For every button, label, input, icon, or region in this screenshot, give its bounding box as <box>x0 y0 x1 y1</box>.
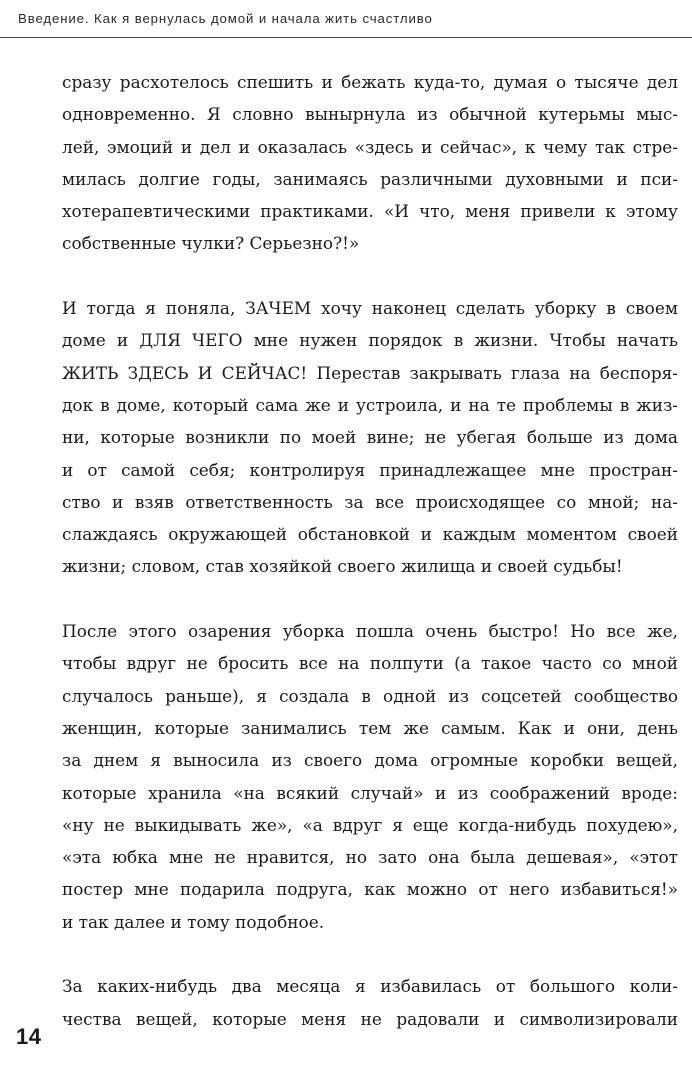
text-line: женщин, которые занимались тем же самым. Как и они, день <box>62 717 678 738</box>
page-number: 14 <box>16 1024 42 1049</box>
text-line: случалось раньше), я создала в одной из соцсетей сообщество <box>62 685 678 706</box>
text-line: За каких-нибудь два месяца я избавилась от большого коли- <box>62 976 678 997</box>
text-line: лей, эмоций и дел и оказалась «здесь и сейчас», к чему так стре- <box>62 136 678 157</box>
text-line: доме и ДЛЯ ЧЕГО мне нужен порядок в жизни. Чтобы начать <box>62 330 678 351</box>
text-line: слаждаясь окружающей обстановкой и каждым моментом своей <box>62 524 678 545</box>
text-line: одновременно. Я словно вынырнула из обычной кутерьмы мыс- <box>62 104 678 125</box>
paragraph-1 <box>62 66 678 260</box>
text-line: После этого озарения уборка пошла очень быстро! Но все же, <box>62 621 678 642</box>
paragraph-3 <box>62 615 678 938</box>
text-line: сразу расхотелось спешить и бежать куда-то, думая о тысяче дел <box>62 72 678 92</box>
text-line: хотерапевтическими практиками. «И что, меня привели к этому <box>62 201 678 222</box>
text-line: и так далее и тому подобное. <box>62 911 325 932</box>
text-line: милась долгие годы, занимаясь различными духовными и пси- <box>62 168 678 189</box>
paragraph-2 <box>62 292 678 583</box>
text-line: «ну не выкидывать же», «а вдруг я еще когда-нибудь похудею», <box>62 814 678 835</box>
text-line: чества вещей, которые меня не радовали и символизировали <box>62 1008 678 1029</box>
text-line: док в доме, который сама же и устроила, и на те проблемы в жиз- <box>62 394 678 415</box>
text-line: чтобы вдруг не бросить все на полпути (а такое часто со мной <box>62 653 678 674</box>
body-text <box>62 66 678 1067</box>
running-head: Введение. Как я вернулась домой и начала жить счастливо <box>18 11 433 26</box>
text-line: постер мне подарила подруга, как можно от него избавиться!» <box>62 879 678 900</box>
text-line: ЖИТЬ ЗДЕСЬ И СЕЙЧАС! Перестав закрывать глаза на беспоря- <box>62 362 678 383</box>
text-line: ство и взяв ответственность за все происходящее со мной; на- <box>62 491 678 512</box>
header-rule <box>0 37 692 38</box>
text-line: И тогда я поняла, ЗАЧЕМ хочу наконец сделать уборку в своем <box>62 298 678 319</box>
text-line: ни, которые возникли по моей вине; не убегая больше из дома <box>62 427 678 448</box>
paragraph-4 <box>62 970 678 1035</box>
text-line: «эта юбка мне не нравится, но зато она была дешевая», «этот <box>62 847 678 868</box>
text-line: жизни; словом, став хозяйкой своего жилища и своей судьбы! <box>62 556 623 577</box>
text-line: и от самой себя; контролируя принадлежащее мне простран- <box>62 459 678 480</box>
text-line: за днем я выносила из своего дома огромные коробки вещей, <box>62 750 678 771</box>
text-line: собственные чулки? Серьезно?!» <box>62 233 360 254</box>
text-line: которые хранила «на всякий случай» и из соображений вроде: <box>62 782 678 803</box>
